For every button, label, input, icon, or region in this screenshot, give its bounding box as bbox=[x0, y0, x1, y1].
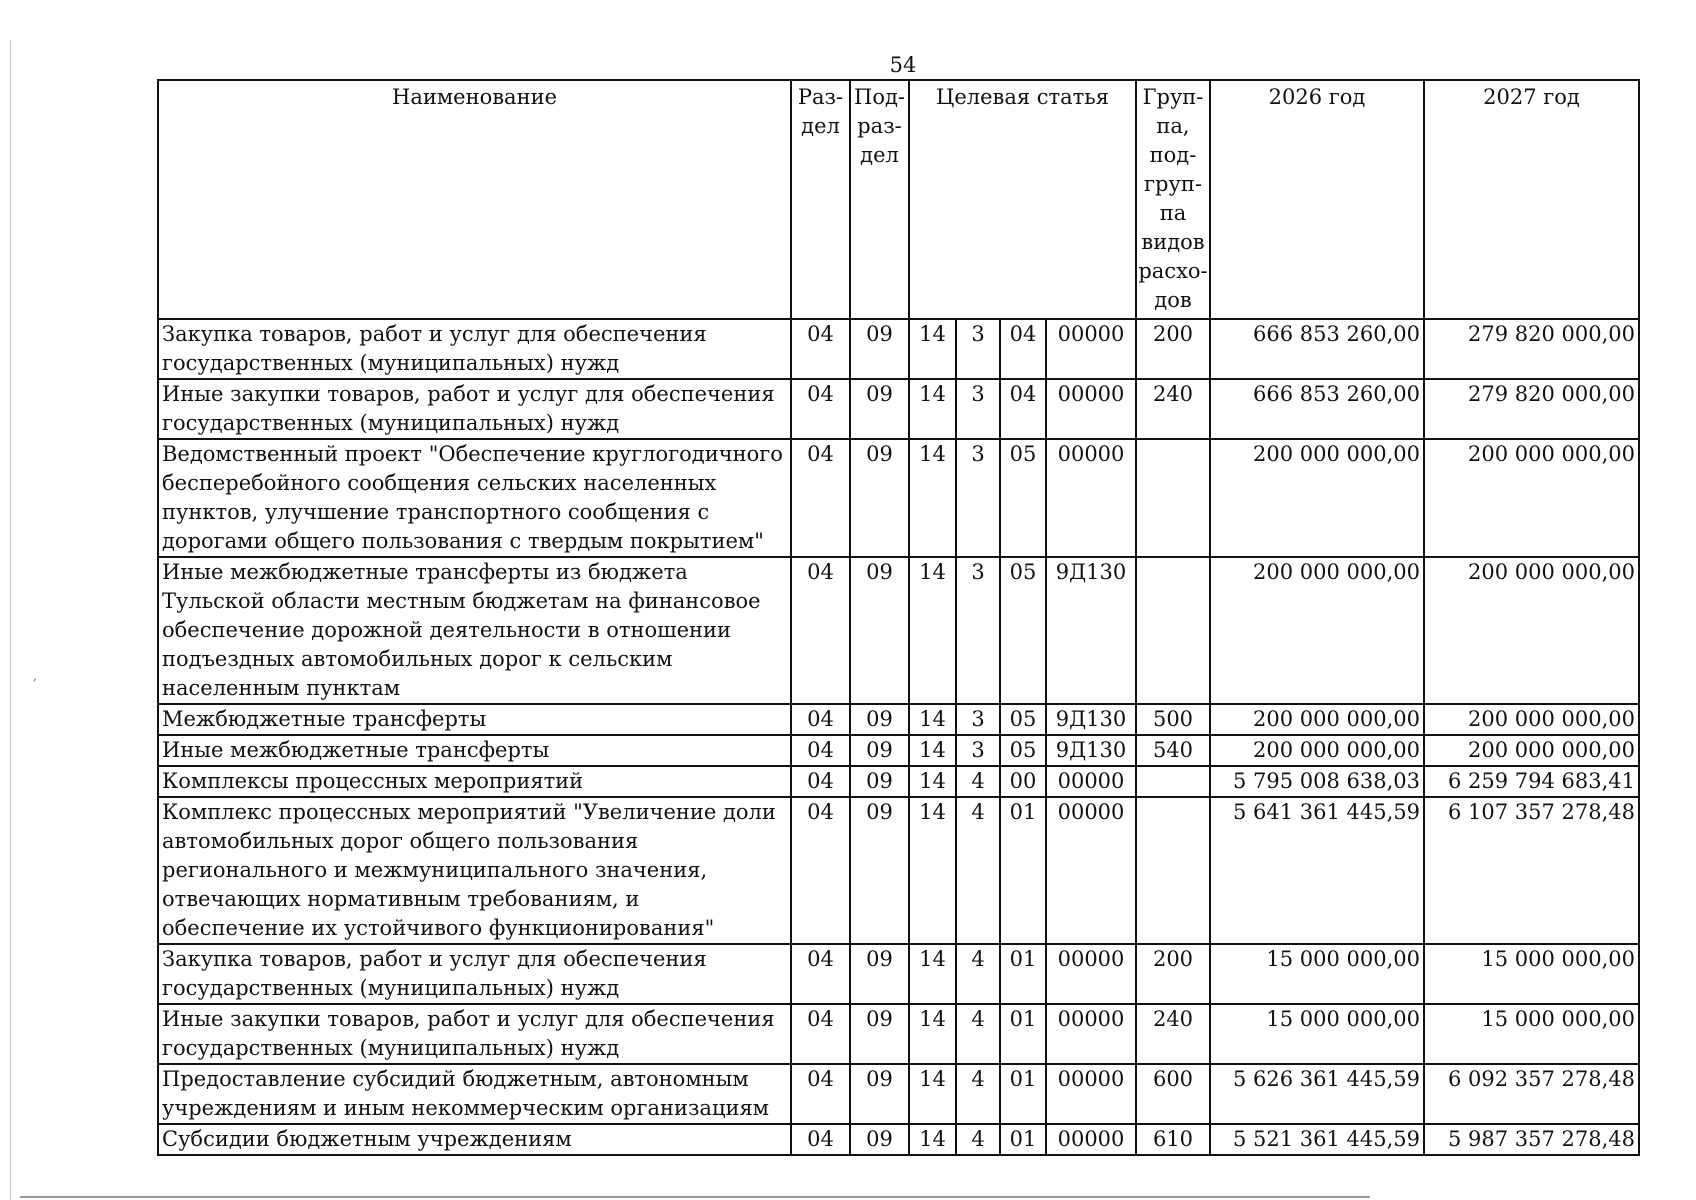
row-target-direction: 00000 bbox=[1046, 319, 1136, 379]
row-section: 04 bbox=[791, 1064, 850, 1124]
table-row bbox=[158, 1064, 1639, 1124]
row-subsection: 09 bbox=[850, 319, 909, 379]
row-subsection: 09 bbox=[850, 1124, 909, 1155]
row-target-type: 3 bbox=[956, 704, 1000, 735]
row-subsection: 09 bbox=[850, 557, 909, 704]
table-row bbox=[158, 704, 1639, 735]
row-target-direction: 00000 bbox=[1046, 1064, 1136, 1124]
row-name: Закупка товаров, работ и услуг для обеспечения государственных (муниципальных) нужд bbox=[158, 944, 791, 1004]
row-amount-2026: 5 641 361 445,59 bbox=[1210, 797, 1424, 944]
row-amount-2027: 6 092 357 278,48 bbox=[1424, 1064, 1639, 1124]
row-target-direction: 9Д130 bbox=[1046, 704, 1136, 735]
row-section: 04 bbox=[791, 1004, 850, 1064]
row-section: 04 bbox=[791, 797, 850, 944]
budget-table bbox=[157, 79, 1640, 1156]
row-target-type: 4 bbox=[956, 766, 1000, 797]
row-target-direction: 9Д130 bbox=[1046, 557, 1136, 704]
row-expense-group bbox=[1136, 797, 1210, 944]
row-section: 04 bbox=[791, 944, 850, 1004]
row-target-program: 14 bbox=[909, 319, 956, 379]
scan-edge-bottom bbox=[20, 1196, 1370, 1198]
row-amount-2027: 15 000 000,00 bbox=[1424, 1004, 1639, 1064]
row-target-direction: 00000 bbox=[1046, 379, 1136, 439]
row-expense-group: 200 bbox=[1136, 944, 1210, 1004]
table-row bbox=[158, 797, 1639, 944]
row-subsection: 09 bbox=[850, 439, 909, 557]
row-section: 04 bbox=[791, 379, 850, 439]
row-target-element: 05 bbox=[1000, 735, 1046, 766]
row-amount-2026: 5 795 008 638,03 bbox=[1210, 766, 1424, 797]
row-section: 04 bbox=[791, 439, 850, 557]
table-row bbox=[158, 1004, 1639, 1064]
header-subsection: Под- раз- дел bbox=[850, 80, 909, 319]
scan-speck: , bbox=[33, 669, 37, 683]
row-amount-2026: 666 853 260,00 bbox=[1210, 379, 1424, 439]
row-name: Комплекс процессных мероприятий "Увеличение доли автомобильных дорог общего пользования регионального и межмуниципального значения, отвечающих нормативным требованиям, и обеспечение их устойчивого функционирования" bbox=[158, 797, 791, 944]
row-name: Предоставление субсидий бюджетным, автономным учреждениям и иным некоммерческим организациям bbox=[158, 1064, 791, 1124]
row-name: Закупка товаров, работ и услуг для обеспечения государственных (муниципальных) нужд bbox=[158, 319, 791, 379]
row-section: 04 bbox=[791, 704, 850, 735]
row-amount-2027: 200 000 000,00 bbox=[1424, 557, 1639, 704]
header-year-2026: 2026 год bbox=[1210, 80, 1424, 319]
row-target-program: 14 bbox=[909, 704, 956, 735]
row-target-type: 3 bbox=[956, 439, 1000, 557]
row-expense-group: 240 bbox=[1136, 379, 1210, 439]
row-name: Субсидии бюджетным учреждениям bbox=[158, 1124, 791, 1155]
row-amount-2026: 666 853 260,00 bbox=[1210, 319, 1424, 379]
row-section: 04 bbox=[791, 1124, 850, 1155]
row-target-direction: 00000 bbox=[1046, 1004, 1136, 1064]
row-amount-2027: 279 820 000,00 bbox=[1424, 379, 1639, 439]
row-target-element: 04 bbox=[1000, 379, 1046, 439]
table-row bbox=[158, 557, 1639, 704]
row-section: 04 bbox=[791, 766, 850, 797]
row-target-program: 14 bbox=[909, 1004, 956, 1064]
row-expense-group: 240 bbox=[1136, 1004, 1210, 1064]
row-target-program: 14 bbox=[909, 766, 956, 797]
row-target-direction: 00000 bbox=[1046, 439, 1136, 557]
row-target-element: 01 bbox=[1000, 1004, 1046, 1064]
row-amount-2027: 6 107 357 278,48 bbox=[1424, 797, 1639, 944]
row-amount-2027: 200 000 000,00 bbox=[1424, 735, 1639, 766]
row-subsection: 09 bbox=[850, 735, 909, 766]
row-subsection: 09 bbox=[850, 704, 909, 735]
row-target-type: 3 bbox=[956, 379, 1000, 439]
row-subsection: 09 bbox=[850, 379, 909, 439]
row-section: 04 bbox=[791, 557, 850, 704]
row-subsection: 09 bbox=[850, 1064, 909, 1124]
row-amount-2026: 15 000 000,00 bbox=[1210, 944, 1424, 1004]
row-name: Иные межбюджетные трансферты bbox=[158, 735, 791, 766]
page-number: 54 bbox=[889, 53, 917, 77]
row-target-type: 3 bbox=[956, 735, 1000, 766]
row-expense-group: 500 bbox=[1136, 704, 1210, 735]
table-row bbox=[158, 944, 1639, 1004]
row-target-type: 4 bbox=[956, 1004, 1000, 1064]
row-name: Иные межбюджетные трансферты из бюджета Тульской области местным бюджетам на финансовое обеспечение дорожной деятельности в отношении подъездных автомобильных дорог к сельским населенным пунктам bbox=[158, 557, 791, 704]
row-expense-group: 610 bbox=[1136, 1124, 1210, 1155]
table-header bbox=[158, 80, 1639, 319]
table-row bbox=[158, 766, 1639, 797]
row-target-type: 3 bbox=[956, 557, 1000, 704]
row-target-element: 01 bbox=[1000, 797, 1046, 944]
row-subsection: 09 bbox=[850, 766, 909, 797]
row-expense-group: 200 bbox=[1136, 319, 1210, 379]
row-target-direction: 00000 bbox=[1046, 766, 1136, 797]
header-section: Раз- дел bbox=[791, 80, 850, 319]
row-amount-2026: 200 000 000,00 bbox=[1210, 735, 1424, 766]
table-row bbox=[158, 1124, 1639, 1155]
row-amount-2026: 200 000 000,00 bbox=[1210, 439, 1424, 557]
row-name: Ведомственный проект "Обеспечение круглогодичного бесперебойного сообщения сельских населенных пунктов, улучшение транспортного сообщения с дорогами общего пользования с твердым покрытием" bbox=[158, 439, 791, 557]
row-expense-group: 600 bbox=[1136, 1064, 1210, 1124]
row-target-type: 4 bbox=[956, 797, 1000, 944]
row-target-program: 14 bbox=[909, 944, 956, 1004]
row-target-element: 05 bbox=[1000, 439, 1046, 557]
row-target-program: 14 bbox=[909, 1124, 956, 1155]
row-target-type: 3 bbox=[956, 319, 1000, 379]
row-name: Межбюджетные трансферты bbox=[158, 704, 791, 735]
row-target-program: 14 bbox=[909, 439, 956, 557]
row-target-program: 14 bbox=[909, 735, 956, 766]
row-expense-group: 540 bbox=[1136, 735, 1210, 766]
table-row bbox=[158, 735, 1639, 766]
header-target-article: Целевая статья bbox=[909, 80, 1136, 319]
row-target-program: 14 bbox=[909, 1064, 956, 1124]
row-target-type: 4 bbox=[956, 944, 1000, 1004]
table-row bbox=[158, 379, 1639, 439]
header-name: Наименование bbox=[158, 80, 791, 319]
scan-edge-left bbox=[10, 40, 11, 1200]
row-target-element: 01 bbox=[1000, 944, 1046, 1004]
row-target-type: 4 bbox=[956, 1124, 1000, 1155]
row-target-element: 01 bbox=[1000, 1064, 1046, 1124]
row-name: Иные закупки товаров, работ и услуг для обеспечения государственных (муниципальных) нужд bbox=[158, 379, 791, 439]
row-amount-2026: 15 000 000,00 bbox=[1210, 1004, 1424, 1064]
row-name: Иные закупки товаров, работ и услуг для обеспечения государственных (муниципальных) нужд bbox=[158, 1004, 791, 1064]
row-amount-2026: 200 000 000,00 bbox=[1210, 704, 1424, 735]
row-amount-2026: 200 000 000,00 bbox=[1210, 557, 1424, 704]
row-target-program: 14 bbox=[909, 557, 956, 704]
row-target-type: 4 bbox=[956, 1064, 1000, 1124]
row-target-direction: 00000 bbox=[1046, 1124, 1136, 1155]
table-row bbox=[158, 439, 1639, 557]
table-row bbox=[158, 319, 1639, 379]
row-subsection: 09 bbox=[850, 944, 909, 1004]
row-target-element: 04 bbox=[1000, 319, 1046, 379]
row-amount-2027: 15 000 000,00 bbox=[1424, 944, 1639, 1004]
row-section: 04 bbox=[791, 735, 850, 766]
row-amount-2027: 200 000 000,00 bbox=[1424, 439, 1639, 557]
row-subsection: 09 bbox=[850, 1004, 909, 1064]
row-expense-group bbox=[1136, 557, 1210, 704]
header-year-2027: 2027 год bbox=[1424, 80, 1639, 319]
row-target-element: 01 bbox=[1000, 1124, 1046, 1155]
row-target-element: 05 bbox=[1000, 557, 1046, 704]
row-target-element: 00 bbox=[1000, 766, 1046, 797]
header-expense-group: Груп- па, под- груп- па видов расхо- дов bbox=[1136, 80, 1210, 319]
row-target-program: 14 bbox=[909, 379, 956, 439]
row-subsection: 09 bbox=[850, 797, 909, 944]
row-section: 04 bbox=[791, 319, 850, 379]
row-expense-group bbox=[1136, 439, 1210, 557]
row-target-direction: 00000 bbox=[1046, 797, 1136, 944]
row-amount-2026: 5 521 361 445,59 bbox=[1210, 1124, 1424, 1155]
row-target-program: 14 bbox=[909, 797, 956, 944]
row-expense-group bbox=[1136, 766, 1210, 797]
table-body bbox=[158, 319, 1639, 1155]
row-name: Комплексы процессных мероприятий bbox=[158, 766, 791, 797]
row-target-direction: 9Д130 bbox=[1046, 735, 1136, 766]
row-amount-2027: 279 820 000,00 bbox=[1424, 319, 1639, 379]
row-target-direction: 00000 bbox=[1046, 944, 1136, 1004]
row-amount-2027: 5 987 357 278,48 bbox=[1424, 1124, 1639, 1155]
row-target-element: 05 bbox=[1000, 704, 1046, 735]
row-amount-2027: 200 000 000,00 bbox=[1424, 704, 1639, 735]
row-amount-2027: 6 259 794 683,41 bbox=[1424, 766, 1639, 797]
row-amount-2026: 5 626 361 445,59 bbox=[1210, 1064, 1424, 1124]
